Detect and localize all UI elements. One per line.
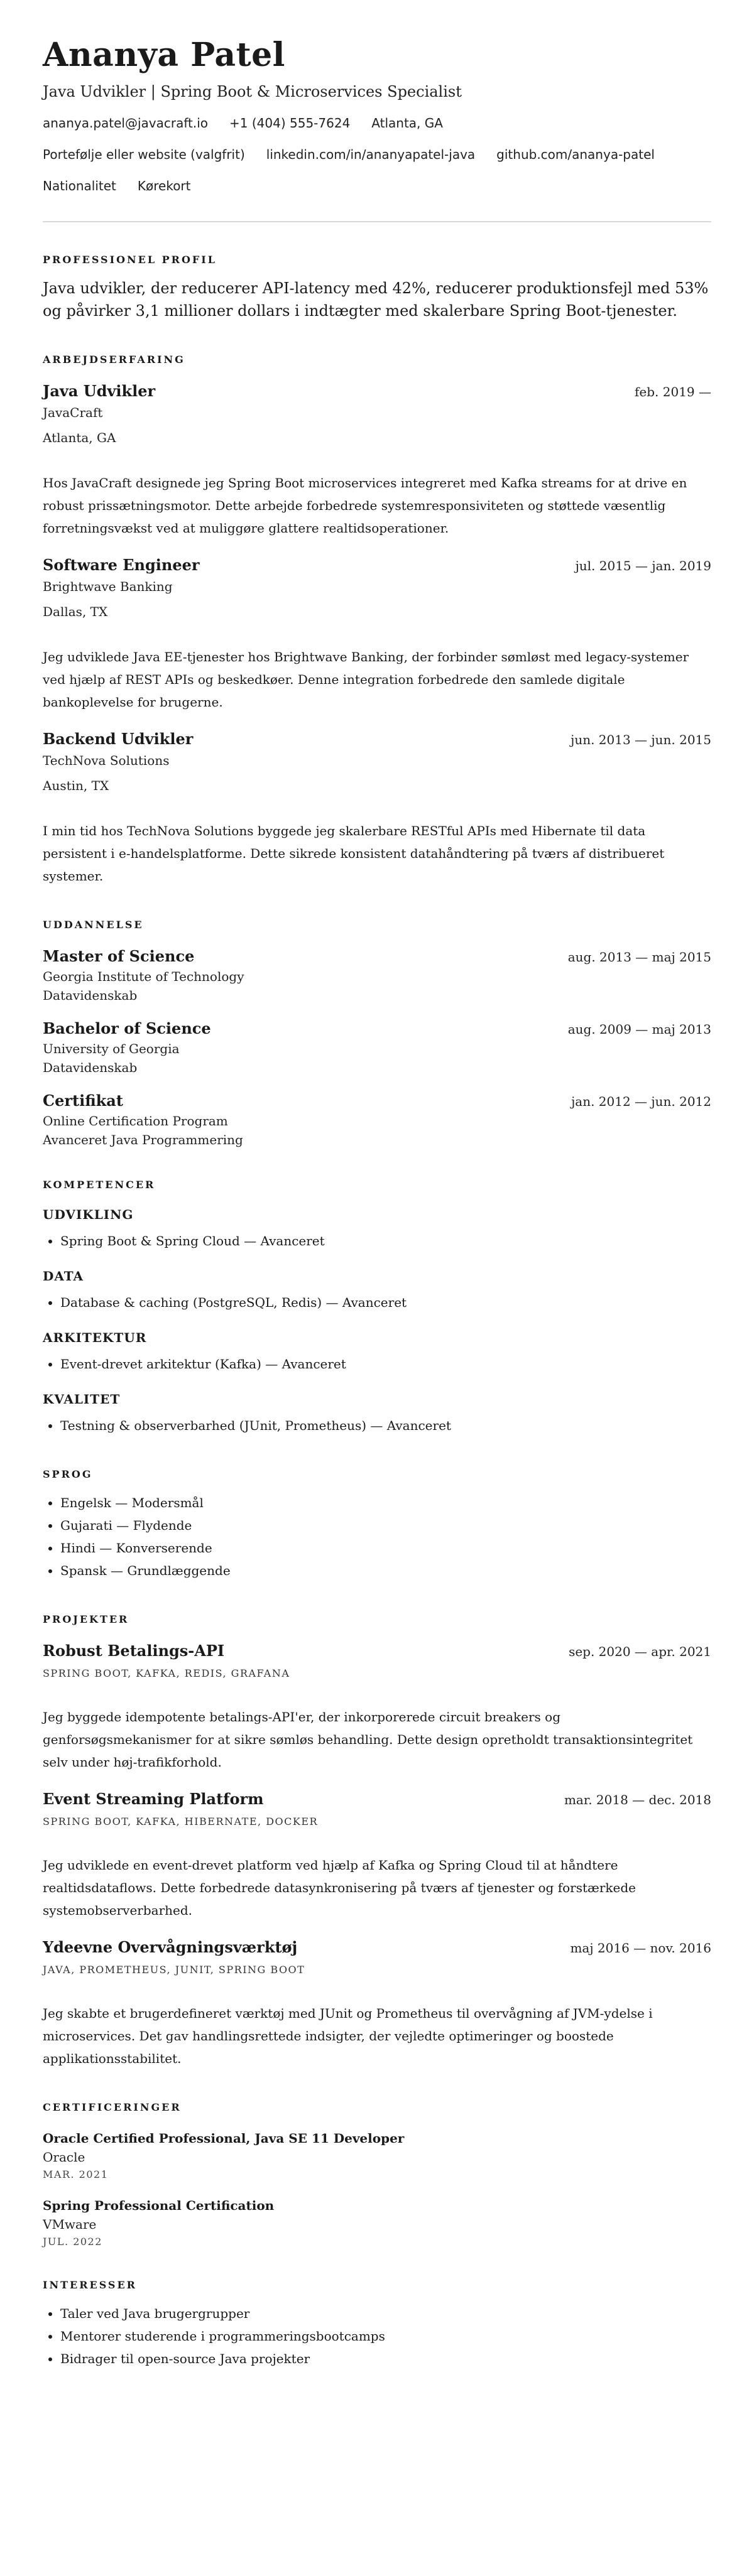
extra-row xyxy=(43,178,711,193)
skill-group-title: UDVIKLING xyxy=(43,1206,134,1222)
education-section-title: UDDANNELSE xyxy=(43,918,144,931)
experience-entry xyxy=(43,730,711,887)
interests-section-title: INTERESSER xyxy=(43,2278,137,2291)
degree-title: Bachelor of Science xyxy=(43,1019,211,1037)
education-date: aug. 2009 — maj 2013 xyxy=(567,1021,711,1037)
skill-group-title: KVALITET xyxy=(43,1391,121,1407)
company-name: Brightwave Banking xyxy=(43,578,173,594)
school-name: Georgia Institute of Technology xyxy=(43,968,244,984)
skill-item: • Database & caching (PostgreSQL, Redis) — Avanceret xyxy=(60,1291,711,1314)
job-location: Atlanta, GA xyxy=(43,430,116,445)
job-title: Java Udvikler xyxy=(43,381,156,400)
profile-section-title: PROFESSIONEL PROFIL xyxy=(43,253,217,266)
project-entry xyxy=(43,1790,711,1922)
skill-group xyxy=(43,1207,711,1252)
language-list xyxy=(43,1491,711,1582)
certification-date: JUL. 2022 xyxy=(43,2235,102,2248)
project-name: Ydeevne Overvågningsværktøj xyxy=(43,1937,298,1956)
degree-title: Certifikat xyxy=(43,1091,123,1110)
education-date: aug. 2013 — maj 2015 xyxy=(567,949,711,965)
projects-section-title: PROJEKTER xyxy=(43,1613,129,1625)
company-name: JavaCraft xyxy=(43,404,103,420)
interest-item: • Bidrager til open-source Java projekter xyxy=(60,2347,711,2370)
certification-entry xyxy=(43,2131,711,2180)
education-date: jan. 2012 — jun. 2012 xyxy=(571,1093,711,1109)
certification-name: Spring Professional Certification xyxy=(43,2197,275,2213)
project-tech: SPRING BOOT, KAFKA, HIBERNATE, DOCKER xyxy=(43,1815,319,1827)
certification-date: MAR. 2021 xyxy=(43,2168,109,2180)
job-date: jun. 2013 — jun. 2015 xyxy=(571,732,711,747)
interest-item: • Taler ved Java brugergrupper xyxy=(60,2302,711,2325)
candidate-name: Ananya Patel xyxy=(43,36,285,74)
linkedin-link[interactable]: linkedin.com/in/ananyapatel-java xyxy=(266,146,476,162)
education-entry xyxy=(43,947,711,1003)
project-tech: JAVA, PROMETHEUS, JUNIT, SPRING BOOT xyxy=(43,1963,305,1976)
skills-section-title: KOMPETENCER xyxy=(43,1178,156,1191)
skill-item: • Spring Boot & Spring Cloud — Avanceret xyxy=(60,1230,711,1252)
job-date: feb. 2019 — xyxy=(634,384,711,399)
skill-item: • Event-drevet arkitektur (Kafka) — Avanceret xyxy=(60,1353,711,1375)
email-link[interactable]: ananya.patel@javacraft.io xyxy=(43,115,209,131)
company-name: TechNova Solutions xyxy=(43,752,170,768)
skill-item: • Testning & observerbarhed (JUnit, Prometheus) — Avanceret xyxy=(60,1414,711,1437)
project-date: maj 2016 — nov. 2016 xyxy=(570,1940,711,1956)
interest-item: • Mentorer studerende i programmeringsbootcamps xyxy=(60,2325,711,2347)
experience-section-title: ARBEJDSERFARING xyxy=(43,353,185,365)
project-date: mar. 2018 — dec. 2018 xyxy=(564,1792,711,1807)
job-date: jul. 2015 — jan. 2019 xyxy=(575,558,711,573)
field-of-study: Avanceret Java Programmering xyxy=(43,1132,243,1147)
skill-group xyxy=(43,1330,711,1375)
project-date: sep. 2020 — apr. 2021 xyxy=(569,1643,711,1659)
phone-number: +1 (404) 555-7624 xyxy=(229,115,351,131)
header-divider xyxy=(43,221,711,222)
degree-title: Master of Science xyxy=(43,946,195,965)
experience-entry xyxy=(43,382,711,539)
certifications-section-title: CERTIFICERINGER xyxy=(43,2101,182,2113)
languages-section-title: SPROG xyxy=(43,1468,93,1480)
field-of-study: Datavidenskab xyxy=(43,1059,138,1075)
language-item: • Hindi — Konverserende xyxy=(60,1537,711,1559)
school-name: University of Georgia xyxy=(43,1041,180,1056)
job-title: Backend Udvikler xyxy=(43,729,194,748)
experience-entry xyxy=(43,556,711,713)
job-location: Dallas, TX xyxy=(43,603,108,619)
portfolio-link[interactable]: Portefølje eller website (valgfrit) xyxy=(43,146,245,162)
github-link[interactable]: github.com/ananya-patel xyxy=(496,146,655,162)
certification-issuer: Oracle xyxy=(43,2149,85,2165)
project-entry xyxy=(43,1642,711,1773)
job-description: I min tid hos TechNova Solutions byggede jeg skalerbare RESTful APIs med Hibernate til data persistent i e-handelsplatforme. Dette sikrede konsistent datahåndtering på tværs af distribueret systemer. xyxy=(43,823,665,884)
job-description: Jeg udviklede Java EE-tjenester hos Brightwave Banking, der forbinder sømløst med legacy-systemer ved hjælp af REST APIs og beskedkøer. Denne integration forbedrede den samlede digitale bankoplevelse for brugerne. xyxy=(43,649,689,710)
contact-row xyxy=(43,116,711,131)
project-tech: SPRING BOOT, KAFKA, REDIS, GRAFANA xyxy=(43,1667,290,1679)
education-entry xyxy=(43,1019,711,1075)
education-entry xyxy=(43,1091,711,1147)
language-item: • Spansk — Grundlæggende xyxy=(60,1559,711,1582)
drivers-license: Kørekort xyxy=(137,178,191,193)
job-description: Hos JavaCraft designede jeg Spring Boot microservices integreret med Kafka streams for at drive en robust prissætningsmotor. Dette arbejde forbedrede systemresponsiviteten og støttede væsentlig forretningsvækst ved at muliggøre glattere realtidsoperationer. xyxy=(43,475,687,536)
profile-text: Java udvikler, der reducerer API-latency med 42%, reducerer produktionsfejl med 53% og påvirker 3,1 millioner dollars i indtægter med skalerbare Spring Boot-tjenester. xyxy=(43,279,709,320)
project-description: Jeg udviklede en event-drevet platform ved hjælp af Kafka og Spring Cloud til at håndtere realtidsdataflows. Dette forbedrede datasynkronisering på tværs af tjenester og forstærkede systemobserverbarhed. xyxy=(43,1857,636,1918)
interest-list xyxy=(43,2302,711,2370)
project-description: Jeg skabte et brugerdefineret værktøj med JUnit og Prometheus til overvågning af JVM-ydelse i microservices. Det gav handlingsrettede indsigter, der vejledte optimeringer og boostede applikationsstabilitet. xyxy=(43,2005,653,2066)
skill-group xyxy=(43,1392,711,1437)
job-location: Austin, TX xyxy=(43,777,109,793)
certification-issuer: VMware xyxy=(43,2216,97,2232)
skill-group xyxy=(43,1269,711,1314)
nationality: Nationalitet xyxy=(43,178,116,193)
project-name: Robust Betalings-API xyxy=(43,1641,225,1660)
project-entry xyxy=(43,1938,711,2070)
project-description: Jeg byggede idempotente betalings-API'er, der inkorporerede circuit breakers og genforsøgsmekanismer for at sikre sømløs behandling. Dette design opretholdt transaktionsintegritet selv under høj-trafikforhold. xyxy=(43,1709,693,1770)
certification-entry xyxy=(43,2198,711,2248)
skill-group-title: ARKITEKTUR xyxy=(43,1329,147,1345)
job-title: Software Engineer xyxy=(43,555,200,574)
school-name: Online Certification Program xyxy=(43,1113,228,1128)
field-of-study: Datavidenskab xyxy=(43,987,138,1003)
language-item: • Gujarati — Flydende xyxy=(60,1514,711,1537)
certification-name: Oracle Certified Professional, Java SE 11 Developer xyxy=(43,2130,405,2146)
headline: Java Udvikler | Spring Boot & Microservices Specialist xyxy=(43,82,462,100)
location: Atlanta, GA xyxy=(371,115,443,131)
links-row xyxy=(43,147,711,162)
skill-group-title: DATA xyxy=(43,1268,84,1284)
language-item: • Engelsk — Modersmål xyxy=(60,1491,711,1514)
project-name: Event Streaming Platform xyxy=(43,1789,264,1808)
